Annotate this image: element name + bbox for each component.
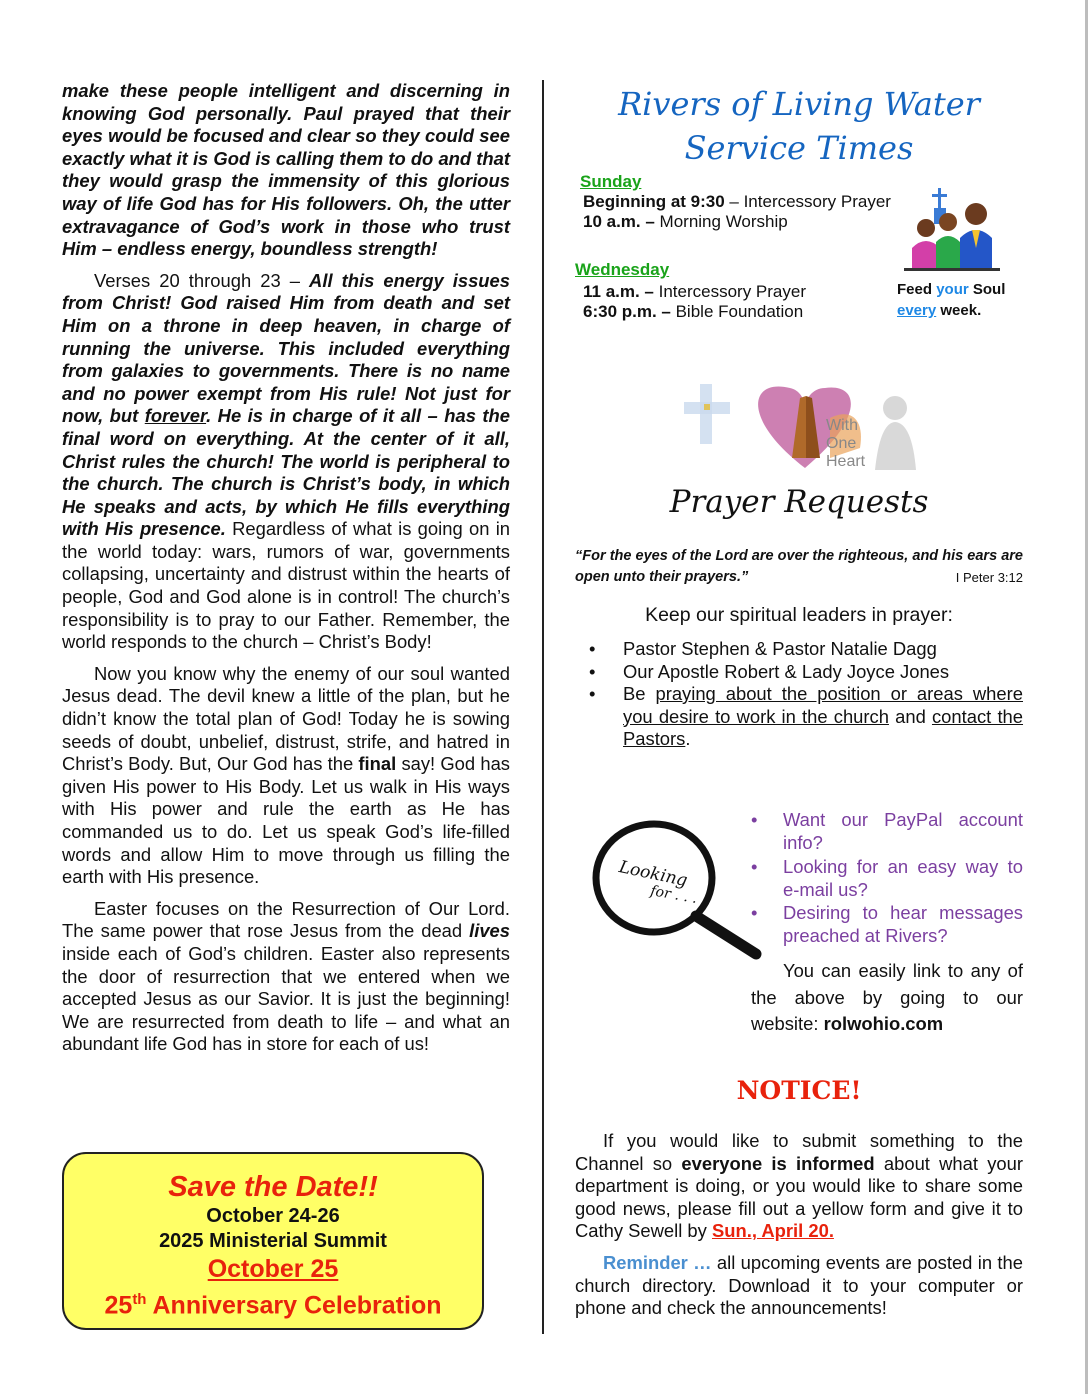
prayer-item-3 <box>575 683 1023 751</box>
paragraph-4 <box>62 898 510 1056</box>
notice-bold: everyone is informed <box>681 1152 875 1174</box>
p2-bold-b: . He is in charge of it all – has the final word on everything. At the center of it all, Christ rules the church! The world is peripheral to the church. The church is Christ’s body, in which He speaks and acts, by which He fills everything with His presence. <box>62 405 510 540</box>
link-text: You can easily link to any of the above by going to our website: <box>751 960 1023 1034</box>
sunday-item-2 <box>583 212 891 232</box>
scripture-verse <box>575 546 1023 588</box>
sunday-desc-1: – Intercessory Prayer <box>724 192 891 211</box>
sunday-section <box>580 172 891 232</box>
feed-text-a: Feed <box>897 281 937 298</box>
prayer-item-3-c: . <box>685 728 691 749</box>
p3-text-b: say! God has given His power to His Body. Let us walk in His ways with His power and rule the earth as He has commanded us to do. Let us speak God’s life-filled words and allow Him to move through us filling the earth with His presence. <box>62 753 510 888</box>
wednesday-time-2: 6:30 p.m. – <box>583 302 671 321</box>
notice-text-b: about what your department is doing, or you would like to share some good news, please fill out a yellow form and give it to Cathy Sewell by <box>575 1152 1023 1242</box>
anniversary-text: Anniversary Celebration <box>146 1291 442 1320</box>
paragraph-3 <box>62 663 510 889</box>
sunday-time-2: 10 a.m. – <box>583 212 655 231</box>
looking-for-list <box>751 808 1023 948</box>
feed-your: your <box>936 281 969 298</box>
praying-hands-icon <box>680 378 930 474</box>
p4-text-a: Easter focuses on the Resurrection of Our Lord. The same power that rose Jesus from the dead <box>62 897 510 942</box>
feed-your-soul <box>897 279 1005 321</box>
service-title-line2: Service Times <box>684 129 914 167</box>
prayer-item-3-b: and <box>888 705 932 727</box>
prayer-item-3-u2: contact the Pastors <box>623 705 1024 749</box>
p4-lives: lives <box>469 920 510 942</box>
wednesday-section <box>575 260 806 322</box>
reminder-label: Reminder … <box>603 1251 712 1273</box>
column-divider <box>542 80 544 1334</box>
anniversary-suffix: th <box>132 1291 147 1308</box>
notice-text-a: If you would like to submit something to the Channel so <box>575 1130 1023 1174</box>
wednesday-desc-2: Bible Foundation <box>670 302 804 321</box>
prayer-requests-heading: Prayer Requests <box>669 484 929 520</box>
feed-every: every <box>897 302 937 319</box>
prayer-item-3-u1: praying about the position or areas where you desire to work in the church <box>623 683 1023 727</box>
website-link-text <box>751 958 1023 1038</box>
anniversary-number: 25 <box>104 1291 133 1320</box>
p2-rest: Regardless of what is going on in the world today: wars, rumors of war, governments collapsing, uncertainty and distrust within the hearts of people, God and God alone is in control! The church’s responsibility is to pray to our Father. Remember, the world responds to the church – Christ’s Body! <box>62 518 511 653</box>
wednesday-label: Wednesday <box>575 260 670 279</box>
notice-heading: NOTICE! <box>736 1076 862 1105</box>
notice-paragraph <box>575 1130 1023 1243</box>
logo-text-with: With <box>826 417 858 434</box>
prayer-item-1: • Pastor Stephen & Pastor Natalie Dagg <box>575 638 1023 661</box>
summit-dates: October 24-26 <box>206 1205 340 1227</box>
reminder-text: all upcoming events are posted in the church directory. Download it to your computer or phone and check the announcements! <box>575 1251 1023 1319</box>
logo-text-heart: Heart <box>826 453 866 470</box>
for-text: for . . . <box>649 883 699 907</box>
wednesday-time-1: 11 a.m. – <box>583 282 654 301</box>
prayer-item-2: • Our Apostle Robert & Lady Joyce Jones <box>575 661 1023 684</box>
website-url[interactable]: rolwohio.com <box>823 1013 944 1034</box>
p3-final: final <box>358 753 397 775</box>
p3-text-a: Now you know why the enemy of our soul wanted Jesus dead. The devil knew a little of the plan, but he didn’t know the total plan of God! Today he is sowing seeds of doubt, unbelief, distrust, strife, and hatred in Christ’s Body. But, Our God has the <box>62 662 510 775</box>
prayer-list <box>575 638 1023 751</box>
wednesday-desc-1: Intercessory Prayer <box>653 282 806 301</box>
sunday-time-1: Beginning at 9:30 <box>583 192 725 211</box>
sunday-item-1 <box>583 192 891 212</box>
sunday-label: Sunday <box>580 172 642 191</box>
save-the-date-box <box>62 1152 484 1330</box>
service-times-title <box>575 82 1023 170</box>
paragraph-1: make these people intelligent and discerning in knowing God personally. Paul prayed that their eyes would be focused and clear so they could see exactly what it is God is calling them to do and that they would grasp the immensity of this glorious way of life God has for His followers. Oh, the utter extravagance of God’s work in those who trust Him – endless energy, boundless strength! <box>62 80 510 260</box>
wednesday-item-1 <box>583 282 806 302</box>
sunday-desc-2: Morning Worship <box>654 212 788 231</box>
keep-leaders-line: Keep our spiritual leaders in prayer: <box>645 604 953 626</box>
feed-text-c: week. <box>936 302 982 319</box>
feed-line-2 <box>897 300 1005 321</box>
verse-reference: I Peter 3:12 <box>955 570 1023 585</box>
service-title-line1: Rivers of Living Water <box>618 85 980 123</box>
verse-text: “For the eyes of the Lord are over the righteous, and his ears are open unto their prayers.” <box>575 548 1023 585</box>
magnifying-glass-icon <box>588 816 768 960</box>
p4-text-b: inside each of God’s children. Easter also represents the door of resurrection that we entered when we accepted Jesus as our Savior. It is just the beginning! We are resurrected from death to life – and what an abundant life God has in store for each of us! <box>62 942 510 1055</box>
p2-forever: forever <box>144 405 207 427</box>
looking-item-paypal: • Want our PayPal account info? <box>751 808 1023 855</box>
reminder-paragraph <box>575 1252 1023 1320</box>
left-column <box>62 80 510 1065</box>
feed-text-b: Soul <box>968 281 1006 298</box>
p2-intro: Verses 20 through 23 – <box>94 269 310 291</box>
anniversary-date: October 25 <box>207 1255 339 1283</box>
logo-text-one: One <box>826 435 857 452</box>
notice-body <box>575 1130 1023 1329</box>
looking-text: Looking <box>617 857 690 892</box>
save-the-date-title: Save the Date!! <box>168 1171 378 1203</box>
paragraph-2 <box>62 270 510 654</box>
looking-item-email: • Looking for an easy way to e-mail us? <box>751 855 1023 902</box>
looking-item-messages: • Desiring to hear messages preached at Rivers? <box>751 901 1023 948</box>
family-church-icon <box>900 186 1004 274</box>
notice-deadline: Sun., April 20. <box>711 1220 834 1242</box>
p2-bold-a: All this energy issues from Christ! God raised Him from death and set Him on a throne in deep heaven, in charge of running the universe. This included everything from galaxies to governments. There is no name and no power exempt from His rule! Not just for now, but <box>62 269 510 427</box>
summit-name: 2025 Ministerial Summit <box>159 1230 387 1252</box>
prayer-item-3-a: Be <box>623 683 656 704</box>
anniversary-celebration <box>64 1284 482 1321</box>
feed-line-1 <box>897 279 1005 300</box>
wednesday-item-2 <box>583 302 806 322</box>
